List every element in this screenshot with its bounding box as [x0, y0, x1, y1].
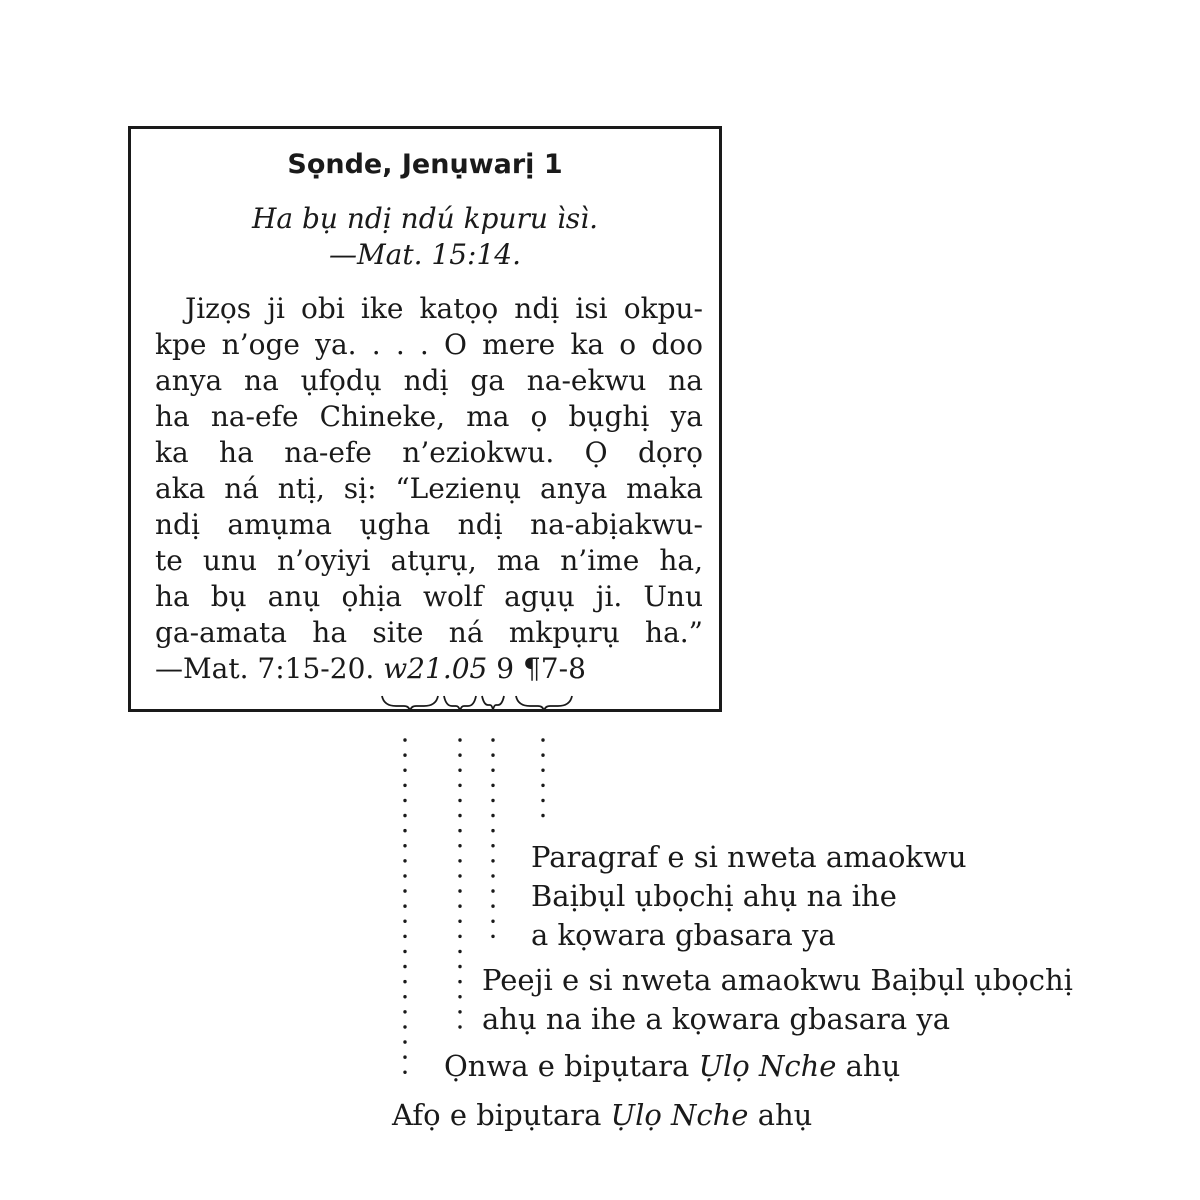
- theme-verse-text: Ha bụ ndị ndú kpuru ìsì.: [252, 202, 598, 235]
- year-annotation: [392, 1096, 812, 1135]
- paragraph-annotation-line: Baịbụl ụbọchị ahụ na ihe: [531, 879, 897, 913]
- year-annotation-suffix: ahụ: [748, 1098, 813, 1132]
- citation-scripture: —Mat. 7:15-20.: [155, 652, 375, 685]
- year-annotation-prefix: Afọ e bipụtara: [392, 1098, 611, 1132]
- page-annotation-line: ahụ na ihe a kọwara gbasara ya: [482, 1002, 951, 1036]
- body-line: ndị amụma ụgha ndị na-abịakwu-: [155, 508, 703, 541]
- theme-verse-reference: —Mat. 15:14.: [328, 238, 521, 271]
- citation-page: 9: [496, 652, 515, 685]
- body-line: ka ha na-efe n’eziokwu. Ọ dọrọ: [155, 436, 703, 469]
- citation-issue: .05: [442, 652, 488, 685]
- body-line: te unu n’oyiyi atụrụ, ma n’ime ha,: [155, 544, 703, 577]
- paragraph-annotation-line: Paragraf e si nweta amaokwu: [531, 840, 967, 874]
- issue-brace: [444, 696, 476, 711]
- issue-annotation-suffix: ahụ: [836, 1049, 901, 1083]
- paragraph-annotation: [531, 838, 967, 955]
- year-brace: [382, 696, 438, 711]
- day-title: Sọnde, Jenụwarị 1: [287, 149, 563, 180]
- body-line: ha na-efe Chineke, ma ọ bụghị ya: [155, 400, 703, 433]
- issue-annotation: [444, 1047, 900, 1086]
- paragraph-annotation-line: a kọwara gbasara ya: [531, 918, 836, 952]
- body-line: kpe n’oge ya. . . . O mere ka o doo: [155, 328, 703, 361]
- year-annotation-magazine: Ụlọ Nche: [610, 1098, 749, 1132]
- citation-year: w21: [383, 652, 443, 685]
- page-annotation: [482, 961, 1073, 1039]
- issue-annotation-magazine: Ụlọ Nche: [698, 1049, 837, 1083]
- body-line: anya na ụfọdụ ndị ga na-ekwu na: [155, 364, 703, 397]
- issue-annotation-prefix: Ọnwa e bipụtara: [444, 1049, 699, 1083]
- page-brace: [482, 696, 504, 710]
- body-line: Jizọs ji obi ike katọọ ndị isi okpu-: [185, 292, 703, 325]
- body-line: ha bụ anụ ọhịa wolf agụụ ji. Unu: [155, 580, 703, 613]
- body-line: ga-amata ha site ná mkpụrụ ha.”: [155, 616, 703, 649]
- citation-paragraphs: ¶7-8: [522, 652, 586, 685]
- paragraph-brace: [516, 696, 572, 711]
- body-line: aka ná ntị, sị: “Lezienụ anya maka: [155, 472, 703, 505]
- page-annotation-line: Peeji e si nweta amaokwu Baịbụl ụbọchị: [482, 963, 1073, 997]
